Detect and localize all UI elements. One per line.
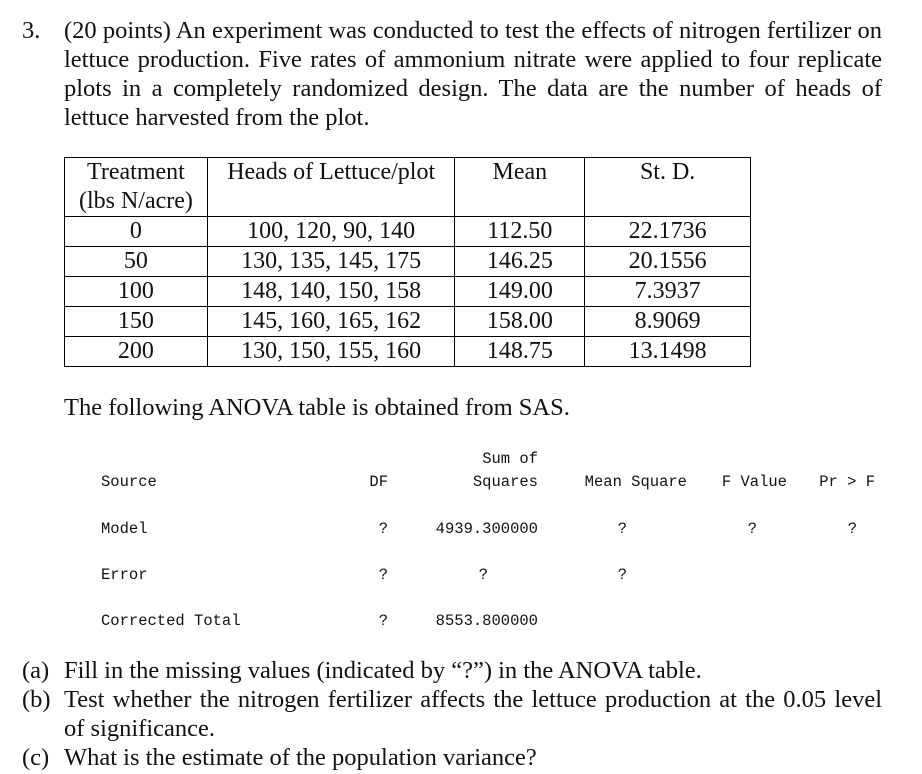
- anova-ss-total: 8553.800000: [435, 612, 538, 630]
- anova-p-model: ?: [847, 520, 857, 538]
- cell-heads: 148, 140, 150, 158: [207, 277, 455, 307]
- part-label: (b): [22, 686, 51, 713]
- cell-treatment: 100: [65, 277, 208, 307]
- anova-header-f: F Value: [721, 473, 787, 491]
- cell-treatment: 150: [65, 307, 208, 337]
- cell-mean: 112.50: [455, 217, 585, 247]
- part-label: (a): [22, 657, 50, 684]
- anova-source-model: Model: [101, 520, 148, 538]
- anova-header-ss-line1: Sum of: [482, 450, 538, 468]
- part-text: Test whether the nitrogen fertilizer affects the lettuce production at the 0.05 level of significance.: [64, 686, 882, 742]
- question-part-c: [22, 743, 882, 772]
- header-sd: St. D.: [585, 158, 751, 217]
- question-text: (20 points) An experiment was conducted to test the effects of nitrogen fertilizer on lettuce production. Five rates of ammonium nitrate were applied to four replicate plots in a completely randomized design. The data are the number of heads of lettuce harvested from the plot.: [64, 17, 882, 131]
- anova-ss-model: 4939.300000: [435, 520, 538, 538]
- anova-header-df: DF: [369, 473, 388, 491]
- cell-sd: 8.9069: [585, 307, 751, 337]
- anova-ss-error: ?: [478, 566, 488, 584]
- part-text: Fill in the missing values (indicated by “?”) in the ANOVA table.: [64, 657, 702, 684]
- question-number: 3.: [22, 17, 41, 44]
- anova-header-ss-line2: Squares: [472, 473, 538, 491]
- cell-sd: 22.1736: [585, 217, 751, 247]
- header-heads: Heads of Lettuce/plot: [207, 158, 455, 217]
- cell-heads: 130, 135, 145, 175: [207, 247, 455, 277]
- table-header-row: [65, 158, 751, 217]
- lettuce-data-table: [64, 157, 751, 367]
- cell-heads: 145, 160, 165, 162: [207, 307, 455, 337]
- cell-sd: 20.1556: [585, 247, 751, 277]
- cell-sd: 13.1498: [585, 337, 751, 367]
- cell-treatment: 0: [65, 217, 208, 247]
- cell-mean: 148.75: [455, 337, 585, 367]
- anova-df-total: ?: [378, 612, 388, 630]
- anova-header-p: Pr > F: [819, 473, 875, 491]
- cell-heads: 100, 120, 90, 140: [207, 217, 455, 247]
- header-treatment: [65, 158, 208, 217]
- question-part-a: [22, 656, 882, 685]
- table-row: [65, 307, 751, 337]
- question-parts: [22, 656, 882, 772]
- anova-source-total: Corrected Total: [101, 612, 241, 630]
- anova-header-ms: Mean Square: [584, 473, 687, 491]
- anova-ms-model: ?: [617, 520, 627, 538]
- cell-treatment: 200: [65, 337, 208, 367]
- anova-header-source: Source: [101, 473, 157, 491]
- table-row: [65, 247, 751, 277]
- header-treatment-line2: (lbs N/acre): [78, 188, 193, 214]
- table-row: [65, 337, 751, 367]
- question-part-b: [22, 685, 882, 743]
- cell-heads: 130, 150, 155, 160: [207, 337, 455, 367]
- cell-mean: 149.00: [455, 277, 585, 307]
- header-treatment-line1: Treatment: [87, 159, 185, 185]
- anova-source-error: Error: [101, 566, 148, 584]
- anova-ms-error: ?: [617, 566, 627, 584]
- anova-intro: The following ANOVA table is obtained from SAS.: [64, 394, 570, 421]
- anova-df-model: ?: [378, 520, 388, 538]
- cell-mean: 146.25: [455, 247, 585, 277]
- cell-sd: 7.3937: [585, 277, 751, 307]
- cell-treatment: 50: [65, 247, 208, 277]
- header-mean: Mean: [455, 158, 585, 217]
- table-row: [65, 217, 751, 247]
- cell-mean: 158.00: [455, 307, 585, 337]
- anova-f-model: ?: [747, 520, 757, 538]
- table-row: [65, 277, 751, 307]
- part-label: (c): [22, 744, 50, 771]
- part-text: What is the estimate of the population variance?: [64, 744, 537, 771]
- anova-df-error: ?: [378, 566, 388, 584]
